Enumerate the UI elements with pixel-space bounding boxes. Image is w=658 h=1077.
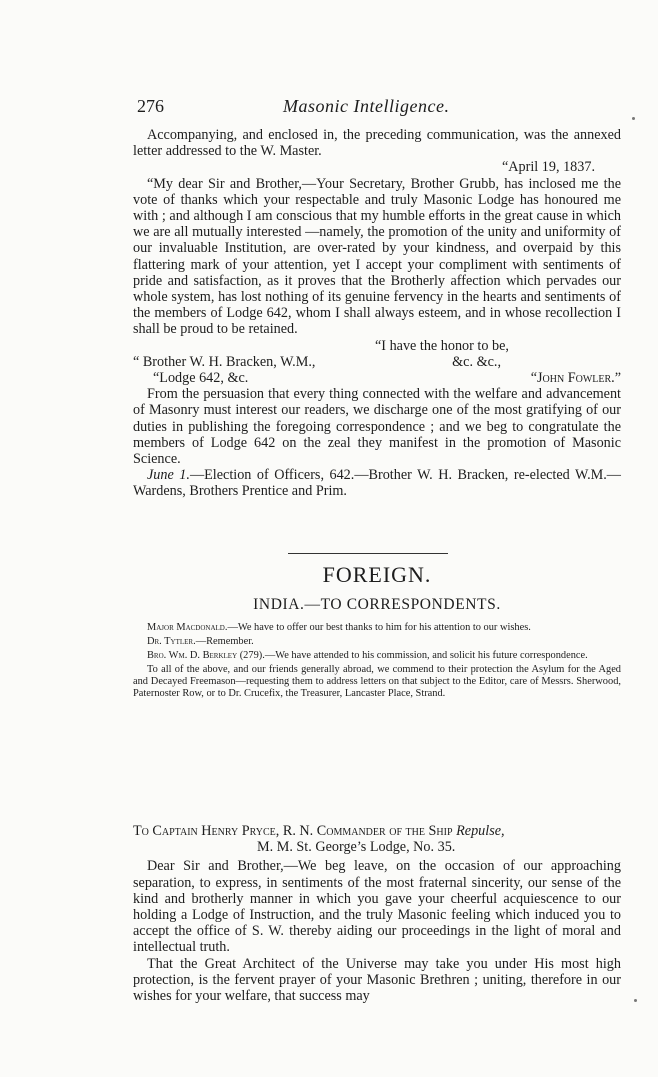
note-name: Major Macdonald.: [147, 622, 228, 634]
captain-paragraph-1: Dear Sir and Brother,—We beg leave, on the occasion of our approaching separation, to express, in sentiments of the most fraternal sincerity, our sense of the kind and brotherly manner in which you gave your cheerful acquiescence to our holding a Lodge of Instruction, and the truly Masonic feeling which induced you to accept the office of S. W. thereby aiding our proceedings in the light of moral and intellectual truth.: [133, 858, 621, 956]
letter-closing: “I have the honor to be,: [375, 337, 509, 354]
running-title: Masonic Intelligence.: [283, 96, 450, 116]
captain-section: [133, 823, 621, 1004]
note-tytler: [133, 636, 621, 648]
letter-body: “My dear Sir and Brother,—Your Secretary, Brother Grubb, has inclosed me the vote of thanks which your respectable and truly Masonic Lodge has honoured me with ; and although I am conscious that my humble efforts in the great cause in which we are all mutually interested —namely, the promotion of the unity and uniformity of our invaluable Institution, are over-rated by your kindness, and overpaid by this flattering mark of your attention, yet I accept your compliment with sentiments of pride and satisfaction, as it proves that the Brotherly affection which pervades our whole system, has lost nothing of its genuine fervency in the hearts and sentiments of the members of Lodge 642, whom I shall always esteem, and in whose recollection I shall be proud to be retained.: [133, 175, 621, 338]
intro-paragraph: Accompanying, and enclosed in, the preceding communication, was the annexed letter addressed to the W. Master.: [133, 127, 621, 160]
letter-date: “April 19, 1837.: [502, 159, 595, 176]
scan-speck: [632, 117, 635, 120]
address-line-2: [133, 370, 621, 386]
note-name: Dr. Tytler.: [147, 636, 196, 648]
letter-section: [133, 127, 621, 500]
note-macdonald: [133, 622, 621, 634]
captain-address: [133, 823, 621, 839]
signature-name: “John Fowler.”: [530, 370, 621, 387]
foreign-heading: FOREIGN.: [322, 562, 432, 587]
captain-paragraph-2: That the Great Architect of the Universe may take you under His most high protection, is the fervent prayer of your Masonic Brethren ; uniting, therefore in our wishes for your welfare, that success may: [133, 955, 621, 1005]
note-text: —We have attended to his commission, and solicit his future correspondence.: [264, 650, 588, 662]
correspondents-notes: [133, 622, 621, 700]
election-paragraph: [133, 467, 621, 499]
closing-note: To all of the above, and our friends generally abroad, we commend to their protection the Asylum for the Aged and Decayed Freemason—requesting them to address letters on that subject to the Editor, care of Messrs. Sherwood, Paternoster Row, or to Dr. Crucefix, the Treasurer, Lancaster Place, Strand.: [133, 664, 621, 700]
note-text: —We have to offer our best thanks to him for his attention to our wishes.: [227, 622, 531, 634]
note-berkley: [133, 650, 621, 662]
persuasion-paragraph: From the persuasion that every thing connected with the welfare and advancement of Masonry must interest our readers, we discharge one of the most gratifying of our duties in publishing the foregoing correspondence ; and we beg to congratulate the members of Lodge 642 on the zeal they manifest in the promotion of Masonic Science.: [133, 386, 621, 468]
india-subheading: INDIA.—TO CORRESPONDENTS.: [253, 596, 501, 614]
scan-speck: [634, 999, 637, 1002]
election-text: —Election of Officers, 642.—Brother W. H. Bracken, re-elected W.M.—Wardens, Brothers Prentice and Prim.: [133, 467, 621, 500]
captain-lodge: M. M. St. George’s Lodge, No. 35.: [257, 839, 456, 856]
ship-name: Repulse,: [456, 823, 505, 839]
note-text: —Remember.: [195, 636, 254, 648]
addressee: “ Brother W. H. Bracken, W.M.,: [133, 353, 316, 370]
page-number: 276: [137, 96, 164, 116]
note-name: Bro. Wm. D. Berkley (279).: [147, 650, 265, 662]
election-date: June 1.: [147, 467, 190, 484]
address-line-1: [133, 354, 621, 370]
page-header: [133, 96, 621, 120]
captain-to: To Captain Henry Pryce, R. N. Commander of the Ship: [133, 823, 457, 839]
foreign-section: [133, 562, 621, 700]
etc-1: &c. &c.,: [452, 353, 501, 370]
section-divider: [288, 553, 448, 554]
lodge-ref: “Lodge 642, &c.: [153, 370, 249, 387]
